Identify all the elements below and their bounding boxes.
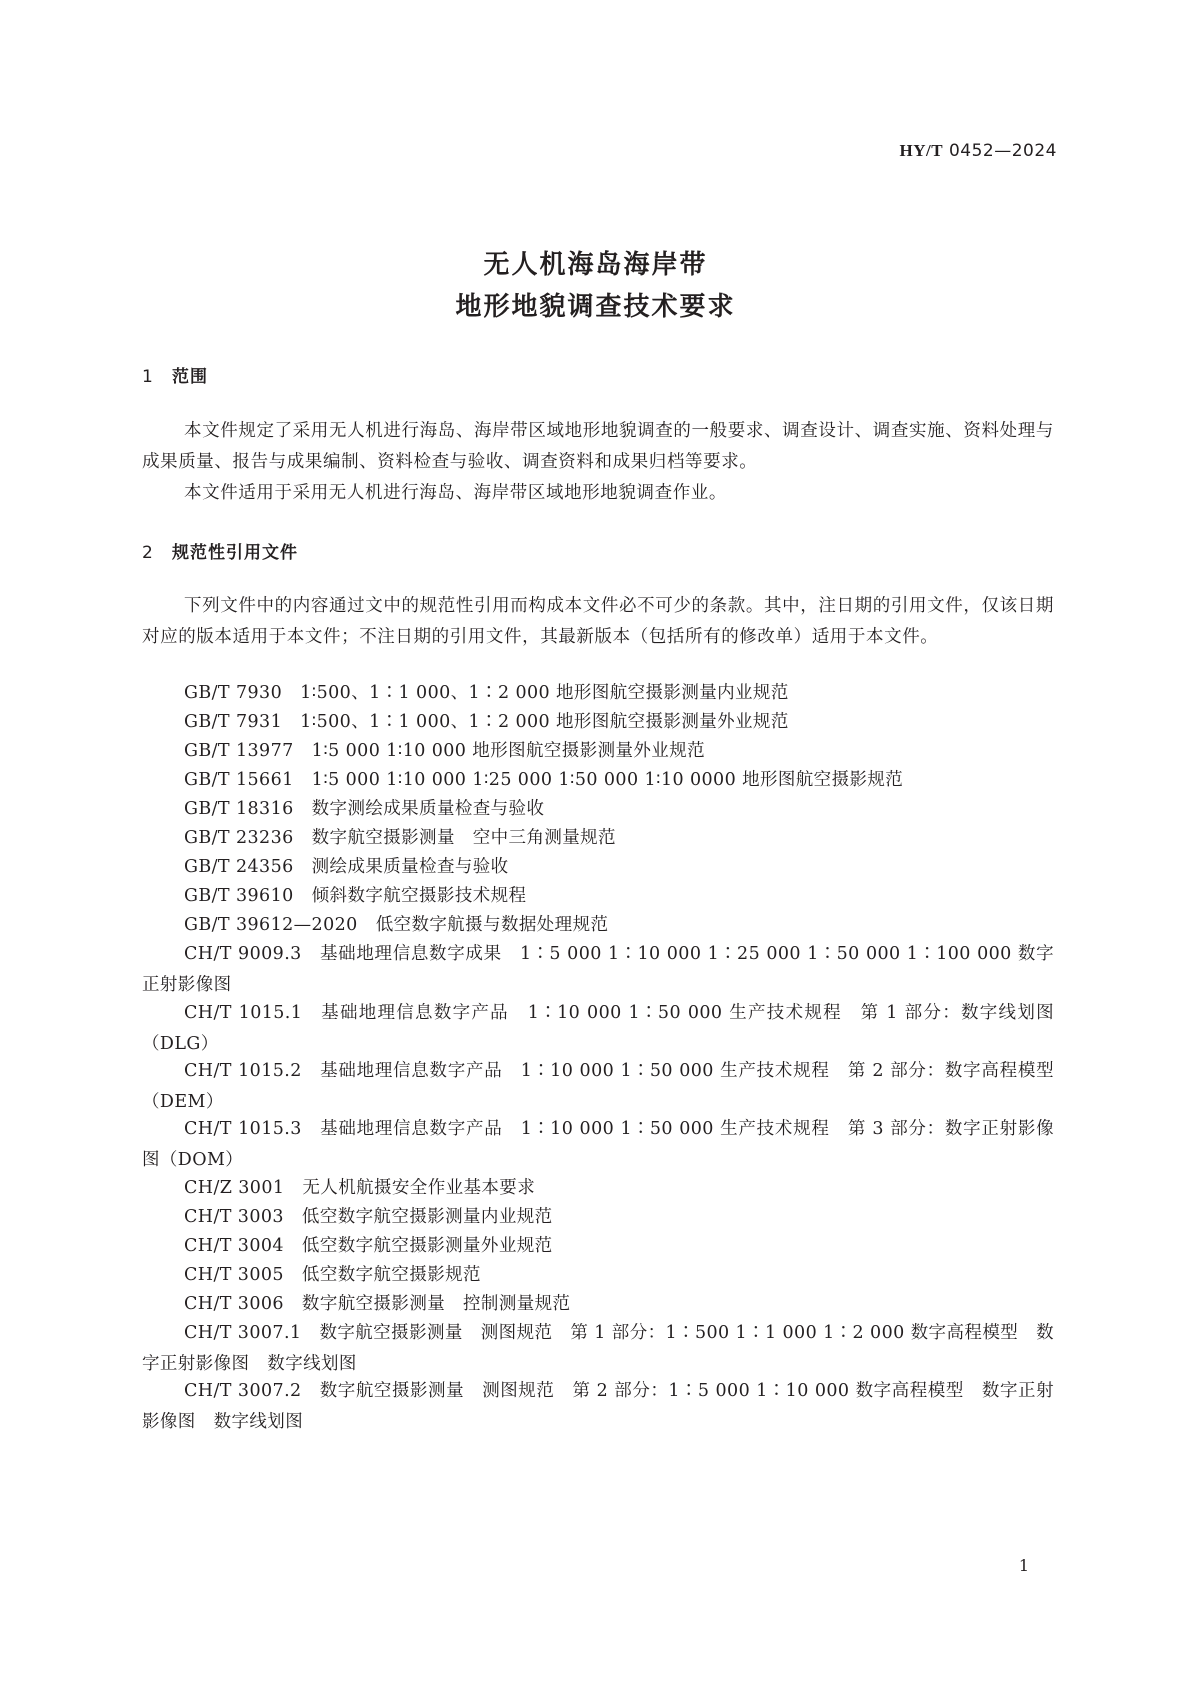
section-1-paragraph-1: 本文件规定了采用无人机进行海岛、海岸带区域地形地貌调查的一般要求、调查设计、调查实施、资料处理与成果质量、报告与成果编制、资料检查与验收、调查资料和成果归档等要求。 <box>142 421 1054 472</box>
document-title-line2: 地形地貌调查技术要求 <box>455 292 736 322</box>
reference-code: GB/T 15661 <box>184 770 294 790</box>
section-1-number: 1 <box>142 367 154 387</box>
reference-item <box>142 939 1054 1001</box>
reference-title: 基础地理信息数字成果 1∶5 000 1∶10 000 1∶25 000 1∶50 000 1∶100 000 数字正射影像图 <box>142 944 1054 995</box>
reference-item <box>142 1231 1054 1262</box>
reference-code: CH/T 3003 <box>184 1207 284 1227</box>
section-1-paragraph-2: 本文件适用于采用无人机进行海岛、海岸带区域地形地貌调查作业。 <box>184 483 727 503</box>
reference-title: 1∶500、1∶1 000、1∶2 000 地形图航空摄影测量内业规范 <box>300 683 789 703</box>
reference-code: CH/T 1015.2 <box>184 1061 302 1081</box>
reference-item <box>142 823 1054 854</box>
document-code-prefix: HY/T <box>899 141 944 160</box>
document-code-number: 0452—2024 <box>948 141 1057 161</box>
reference-item <box>142 1056 1054 1118</box>
reference-code: CH/T 9009.3 <box>184 944 302 964</box>
reference-item <box>142 707 1054 738</box>
reference-code: CH/Z 3001 <box>184 1178 285 1198</box>
reference-code: GB/T 7930 <box>184 683 283 703</box>
reference-code: GB/T 24356 <box>184 857 294 877</box>
reference-code: GB/T 7931 <box>184 712 283 732</box>
reference-code: GB/T 18316 <box>184 799 294 819</box>
reference-item <box>142 1202 1054 1233</box>
reference-title: 1∶5 000 1∶10 000 地形图航空摄影测量外业规范 <box>311 741 705 761</box>
reference-title: 低空数字航空摄影测量内业规范 <box>301 1207 553 1227</box>
reference-title: 数字航空摄影测量 空中三角测量规范 <box>311 828 616 848</box>
reference-title: 1∶500、1∶1 000、1∶2 000 地形图航空摄影测量外业规范 <box>300 712 789 732</box>
reference-code: GB/T 23236 <box>184 828 294 848</box>
reference-item <box>142 794 1054 825</box>
reference-title: 低空数字航空摄影规范 <box>301 1265 481 1285</box>
reference-code: CH/T 3007.2 <box>184 1381 302 1401</box>
reference-item <box>142 1376 1054 1438</box>
reference-item <box>142 998 1054 1060</box>
section-2-heading <box>142 538 298 563</box>
reference-title: 低空数字航摄与数据处理规范 <box>375 915 609 935</box>
reference-title: 数字航空摄影测量 测图规范 第 1 部分：1∶500 1∶1 000 1∶2 000 数字高程模型 数字正射影像图 数字线划图 <box>142 1323 1054 1374</box>
reference-title: 1∶5 000 1∶10 000 1∶25 000 1∶50 000 1∶10 0000 地形图航空摄影规范 <box>311 770 904 790</box>
reference-item <box>142 1289 1054 1320</box>
reference-title: 低空数字航空摄影测量外业规范 <box>301 1236 553 1256</box>
reference-code: GB/T 39612—2020 <box>184 915 358 935</box>
reference-item <box>142 1260 1054 1291</box>
reference-code: GB/T 39610 <box>184 886 294 906</box>
section-2-number: 2 <box>142 543 154 563</box>
section-1-title: 范围 <box>172 367 208 387</box>
reference-title: 数字航空摄影测量 测图规范 第 2 部分：1∶5 000 1∶10 000 数字高程模型 数字正射影像图 数字线划图 <box>142 1381 1054 1432</box>
reference-title: 数字航空摄影测量 控制测量规范 <box>301 1294 571 1314</box>
reference-item <box>142 852 1054 883</box>
document-code <box>900 141 1058 161</box>
reference-title: 基础地理信息数字产品 1∶10 000 1∶50 000 生产技术规程 第 1 部分：数字线划图（DLG） <box>142 1003 1054 1054</box>
reference-item <box>142 1114 1054 1176</box>
reference-code: CH/T 1015.1 <box>184 1003 303 1023</box>
document-title-line1: 无人机海岛海岸带 <box>483 250 708 280</box>
reference-item <box>142 736 1054 767</box>
reference-title: 测绘成果质量检查与验收 <box>311 857 509 877</box>
reference-title: 无人机航摄安全作业基本要求 <box>302 1178 536 1198</box>
reference-title: 基础地理信息数字产品 1∶10 000 1∶50 000 生产技术规程 第 2 部分：数字高程模型（DEM） <box>142 1061 1055 1112</box>
reference-title: 基础地理信息数字产品 1∶10 000 1∶50 000 生产技术规程 第 3 部分：数字正射影像图（DOM） <box>142 1119 1055 1170</box>
reference-item <box>142 881 1054 912</box>
reference-title: 倾斜数字航空摄影技术规程 <box>311 886 527 906</box>
page-number: 1 <box>1018 1556 1029 1575</box>
reference-item <box>142 1318 1054 1380</box>
reference-item <box>142 1173 1054 1204</box>
reference-code: CH/T 3005 <box>184 1265 284 1285</box>
reference-item <box>142 765 1054 796</box>
section-2-intro: 下列文件中的内容通过文中的规范性引用而构成本文件必不可少的条款。其中，注日期的引用文件，仅该日期对应的版本适用于本文件；不注日期的引用文件，其最新版本（包括所有的修改单）适用于本文件。 <box>142 596 1054 647</box>
reference-code: CH/T 3006 <box>184 1294 284 1314</box>
section-1-heading <box>142 362 208 387</box>
reference-title: 数字测绘成果质量检查与验收 <box>311 799 545 819</box>
reference-item <box>142 910 1054 941</box>
reference-code: GB/T 13977 <box>184 741 294 761</box>
reference-code: CH/T 3004 <box>184 1236 284 1256</box>
reference-code: CH/T 1015.3 <box>184 1119 302 1139</box>
reference-item <box>142 678 1054 709</box>
reference-code: CH/T 3007.1 <box>184 1323 302 1343</box>
section-2-title: 规范性引用文件 <box>172 543 298 563</box>
